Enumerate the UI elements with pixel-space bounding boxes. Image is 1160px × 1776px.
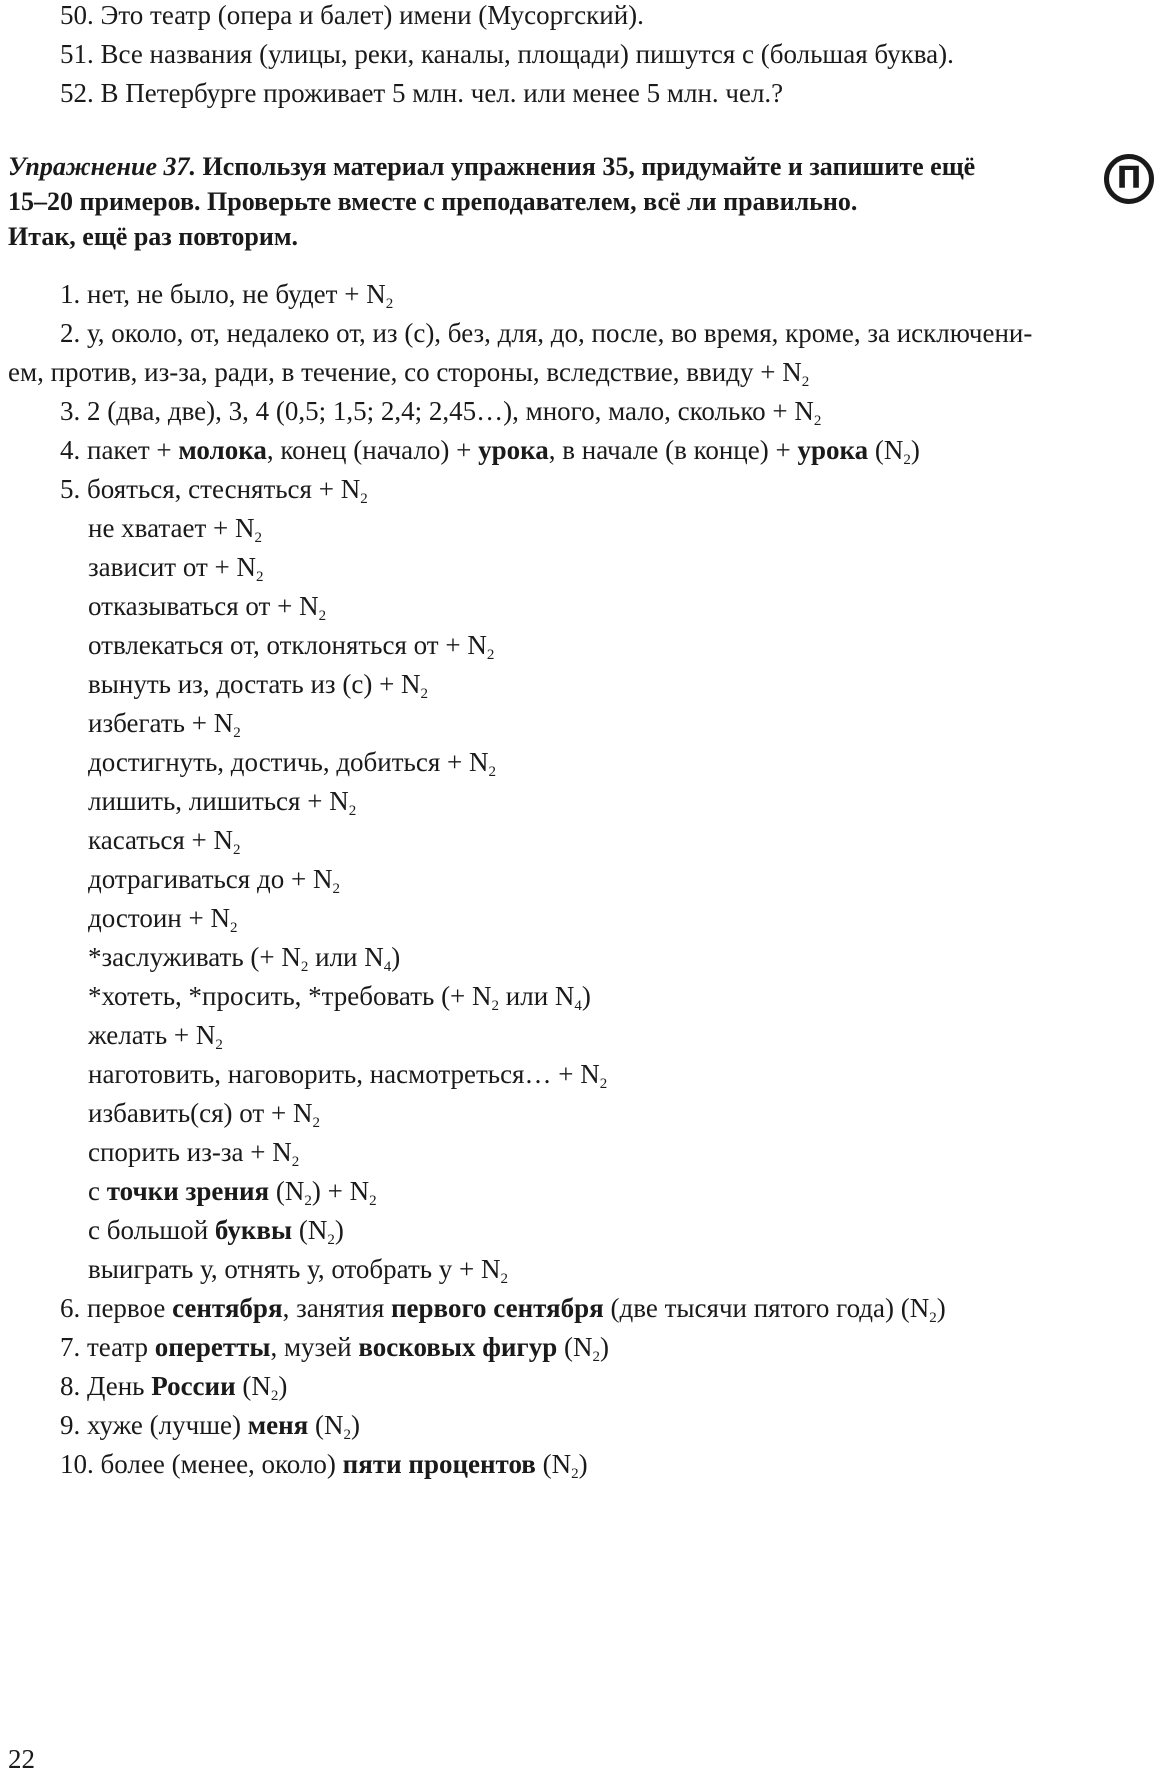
pen-write-icon: П	[1104, 154, 1154, 204]
rule-9: 9. хуже (лучше) меня $(N_2)$	[60, 1410, 361, 1443]
rule-5-vyigrat: выиграть у, отнять у, отобрать $у + N_2$	[88, 1254, 509, 1287]
rule-5-sub-item: дотрагиваться до + $N_2$	[88, 864, 340, 897]
rule-5-sub-item: не хватает + $N_2$	[88, 513, 262, 546]
rule-5-sub-item: достигнуть, достичь, добиться + $N_2$	[88, 747, 496, 780]
rule-7: 7. театр оперетты, музей восковых фигур $(N_2)$	[60, 1332, 609, 1365]
rule-5-zasluzhivat: *заслуживать (+ $N_2$ или $N_4$)	[88, 942, 401, 975]
rule-5-sub-item: избегать + $N_2$	[88, 708, 241, 741]
exercise-heading-line-2: 15–20 примеров. Проверьте вместе с преподавателем, всё ли правильно.	[8, 187, 858, 216]
rule-5-tochki-zreniya: с точки зрения $(N_2) + N_2$	[88, 1176, 377, 1209]
rule-5-sub-item: избавить(ся) от + $N_2$	[88, 1098, 320, 1131]
rule-5-sub-item: достоин + $N_2$	[88, 903, 238, 936]
rule-10: 10. более (менее, около) пяти процентов $(N_2)$	[60, 1449, 588, 1482]
rule-5-sub-item: лишить, лишиться + $N_2$	[88, 786, 357, 819]
rule-8: 8. День России $(N_2)$	[60, 1371, 288, 1404]
item-50: 50. Это театр (опера и балет) имени (Мусоргский).	[60, 0, 644, 30]
rule-3: 3. 2 (два, две), 3, 4 (0,5; 1,5; 2,4; 2,45…), много, мало, сколько + $N_2$	[60, 396, 822, 429]
rule-2-line-1: 2. у, около, от, недалеко от, из (с), без, для, до, после, во время, кроме, за исключени-	[60, 318, 1033, 348]
exercise-heading-line-3: Итак, ещё раз повторим.	[8, 222, 299, 251]
rule-1: 1. нет, не было, не будет + $N_2$	[60, 279, 394, 312]
rule-5: 5. бояться, стесняться + $N_2$	[60, 474, 368, 507]
rule-5-bukvy: с большой буквы $(N_2)$	[88, 1215, 344, 1248]
rule-6: 6. первое сентября, занятия первого сентября (две тысячи пятого года) $(N_2)$	[60, 1293, 946, 1326]
rule-5-sub-item: спорить $из-за + N_2$	[88, 1137, 300, 1170]
rule-5-sub-item: отказываться от + $N_2$	[88, 591, 327, 624]
exercise-heading-line-1: Упражнение 37. Используя материал упражнения 35, придумайте и запишите ещё	[8, 152, 976, 181]
rule-5-sub-item: отвлекаться от, отклоняться от + $N_2$	[88, 630, 495, 663]
rule-5-sub-item: касаться + $N_2$	[88, 825, 241, 858]
rule-5-sub-item: зависит от + $N_2$	[88, 552, 264, 585]
page-number: 22	[8, 1744, 35, 1774]
rule-5-khotet: *хотеть, *просить, *требовать (+ $N_2$ или $N_4$)	[88, 981, 591, 1014]
rule-5-sub-item: наготовить, наговорить, насмотреться… + $N_2$	[88, 1059, 608, 1092]
item-52: 52. В Петербурге проживает 5 млн. чел. или менее 5 млн. чел.?	[60, 78, 784, 108]
rule-2-line-2: ем, против, из-за, ради, в течение, со стороны, вследствие, ввиду + $N_2$	[8, 357, 810, 390]
item-51: 51. Все названия (улицы, реки, каналы, площади) пишутся с (большая буква).	[60, 39, 954, 69]
rule-5-sub-item: желать + $N_2$	[88, 1020, 223, 1053]
exercise-label: Упражнение 37.	[8, 152, 196, 181]
rule-5-sub-item: вынуть из, достать из $(с) + N_2$	[88, 669, 429, 702]
rule-4: 4. пакет + молока, конец (начало) + урока, в начале (в конце) + урока $(N_2)$	[60, 435, 920, 468]
